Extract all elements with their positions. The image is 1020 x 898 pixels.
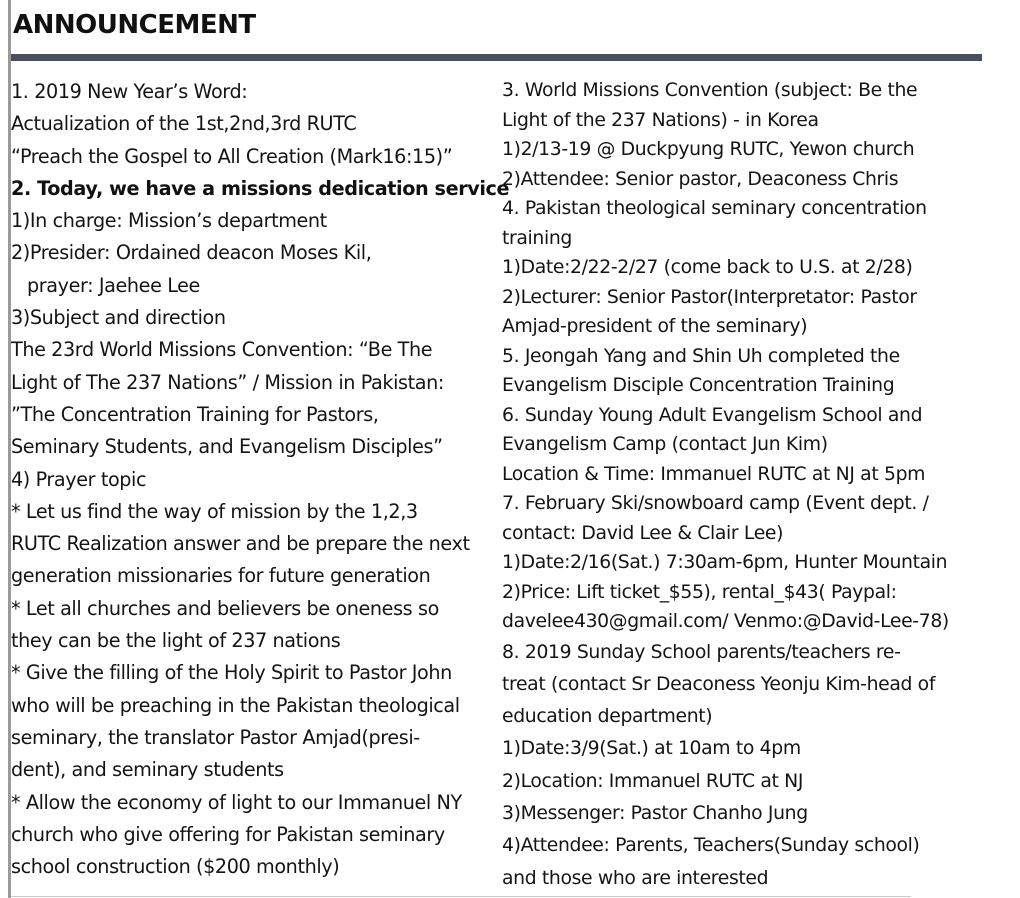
- announcement-8-heading: 8. 2019 Sunday School parents/teachers re-: [502, 641, 901, 663]
- prayer-topic-line: dent), and seminary students: [11, 758, 284, 782]
- prayer-topic-line: * Let us find the way of mission by the 1,2,3: [11, 499, 418, 523]
- announcement-2-line: 1)In charge: Mission’s department: [11, 209, 327, 233]
- prayer-topic-line: they can be the light of 237 nations: [11, 629, 341, 653]
- announcement-1-line: “Preach the Gospel to All Creation (Mark16:15)”: [11, 144, 453, 168]
- title-underline-bar: [11, 54, 982, 61]
- announcement-6-heading: 6. Sunday Young Adult Evangelism School and: [502, 404, 923, 426]
- prayer-topic-line: RUTC Realization answer and be prepare the next: [11, 532, 470, 556]
- announcement-7-line: davelee430@gmail.com/ Venmo:@David-Lee-78): [502, 611, 949, 632]
- announcement-7-heading: contact: David Lee & Clair Lee): [502, 522, 784, 544]
- bottom-divider: [11, 896, 911, 897]
- prayer-topic-line: church who give offering for Pakistan seminary: [11, 822, 445, 846]
- announcement-8-line: and those who are interested: [502, 867, 769, 889]
- announcement-8-line: 1)Date:3/9(Sat.) at 10am to 4pm: [502, 738, 801, 760]
- announcement-2-line: Light of The 237 Nations” / Mission in Pakistan:: [11, 370, 444, 394]
- announcement-8-heading: treat (contact Sr Deaconess Yeonju Kim-head of: [502, 673, 936, 695]
- left-column: [11, 76, 510, 883]
- announcement-5-heading: 5. Jeongah Yang and Shin Uh completed the: [502, 345, 900, 367]
- announcement-4-line: Amjad-president of the seminary): [502, 316, 808, 337]
- announcement-3-heading: Light of the 237 Nations) - in Korea: [502, 109, 819, 131]
- announcement-2-line: The 23rd World Missions Convention: “Be The: [11, 338, 433, 362]
- announcement-2-heading: 2. Today, we have a missions dedication service: [11, 176, 510, 200]
- announcement-7-line: 1)Date:2/16(Sat.) 7:30am-6pm, Hunter Mountain: [502, 552, 948, 573]
- announcement-7-line: 2)Price: Lift ticket_$55), rental_$43( Paypal:: [502, 581, 897, 603]
- prayer-topic-line: school construction ($200 monthly): [11, 855, 340, 879]
- announcement-3-line: 2)Attendee: Senior pastor, Deaconess Chris: [502, 168, 899, 190]
- prayer-topic-line: seminary, the translator Pastor Amjad(presi-: [11, 725, 420, 749]
- prayer-topic-line: * Allow the economy of light to our Immanuel NY: [11, 790, 462, 814]
- announcement-7-heading: 7. February Ski/snowboard camp (Event dept. /: [502, 493, 929, 514]
- prayer-topic-line: who will be preaching in the Pakistan theological: [11, 693, 460, 717]
- announcement-2-line: 2)Presider: Ordained deacon Moses Kil,: [11, 241, 372, 265]
- announcement-4-line: 1)Date:2/22-2/27 (come back to U.S. at 2/28): [502, 257, 913, 278]
- announcement-2-line: 3)Subject and direction: [11, 306, 226, 330]
- announcement-8-line: 4)Attendee: Parents, Teachers(Sunday school): [502, 835, 920, 857]
- announcement-2-line: Seminary Students, and Evangelism Disciples”: [11, 435, 443, 459]
- announcement-1-heading: 1. 2019 New Year’s Word:: [11, 80, 248, 103]
- announcement-2-line: ”The Concentration Training for Pastors,: [11, 402, 379, 426]
- announcement-5-heading: Evangelism Disciple Concentration Training: [502, 375, 895, 396]
- announcement-3-heading: 3. World Missions Convention (subject: Be the: [502, 80, 918, 101]
- announcement-6-line: Location & Time: Immanuel RUTC at NJ at 5pm: [502, 463, 926, 485]
- announcement-4-heading: 4. Pakistan theological seminary concentration: [502, 198, 927, 219]
- announcement-4-line: 2)Lecturer: Senior Pastor(Interpretator: Pastor: [502, 286, 917, 308]
- announcement-2-line: prayer: Jaehee Lee: [27, 273, 200, 297]
- prayer-topic-heading: 4) Prayer topic: [11, 467, 147, 491]
- prayer-topic-line: * Give the filling of the Holy Spirit to Pastor John: [11, 661, 452, 685]
- announcement-1-line: Actualization of the 1st,2nd,3rd RUTC: [11, 112, 357, 136]
- prayer-topic-line: generation missionaries for future generation: [11, 564, 431, 588]
- prayer-topic-line: * Let all churches and believers be oneness so: [11, 596, 439, 620]
- announcement-3-line: 1)2/13-19 @ Duckpyung RUTC, Yewon church: [502, 139, 915, 160]
- announcement-6-heading: Evangelism Camp (contact Jun Kim): [502, 434, 828, 455]
- page-title: ANNOUNCEMENT: [13, 10, 256, 40]
- announcement-8-heading: education department): [502, 706, 713, 728]
- announcement-4-heading: training: [502, 227, 572, 249]
- announcement-8-line: 2)Location: Immanuel RUTC at NJ: [502, 770, 804, 792]
- right-column: [502, 76, 1017, 895]
- announcement-8-line: 3)Messenger: Pastor Chanho Jung: [502, 802, 808, 824]
